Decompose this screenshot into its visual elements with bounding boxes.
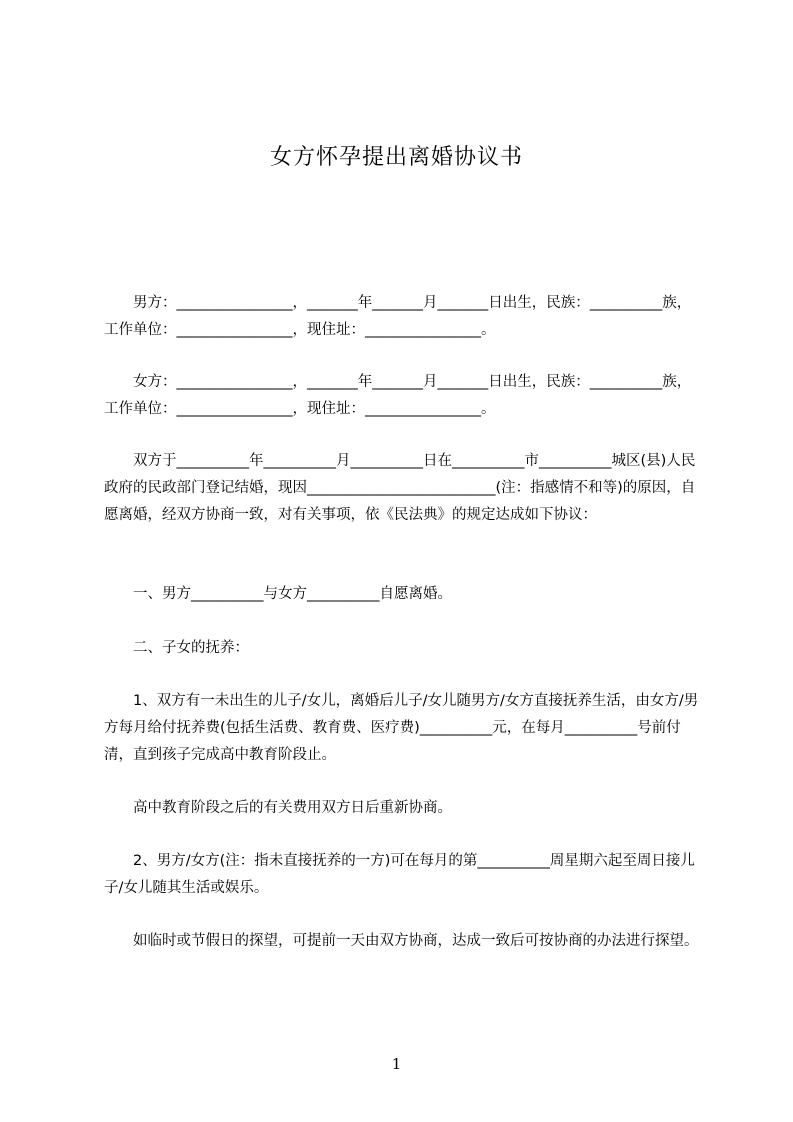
paragraph-marriage-info: 双方于__________年__________月__________日在__________市__________城区(县)人民政府的民政部门登记结婚，现因__________________________(注：指感情不和等)的原因，自愿离婚，经双方协商一致，对有关事项，依《民法典》的规定达成如下协议： <box>104 453 696 523</box>
paragraph-clause-1: 一、男方__________与女方__________自愿离婚。 <box>104 586 452 602</box>
paragraph-holiday-visitation: 如临时或节假日的探望，可提前一天由双方协商，达成一致后可按协商的办法进行探望。 <box>104 933 699 949</box>
paragraph-female-party: 女方：________________，_______年_______月_______日出生，民族：__________族，工作单位：________________，现住址：________________。 <box>104 374 692 417</box>
paragraph-child-support: 1、双方有一未出生的儿子/女儿，离婚后儿子/女儿随男方/女方直接抚养生活，由女方/男方每月给付抚养费(包括生活费、教育费、医疗费)__________元，在每月__________号前付清，直到孩子完成高中教育阶段止。 <box>104 693 699 763</box>
paragraph-clause-2-heading: 二、子女的抚养： <box>104 640 249 656</box>
paragraph-higher-education: 高中教育阶段之后的有关费用双方日后重新协商。 <box>104 800 452 816</box>
paragraph-visitation: 2、男方/女方(注：指未直接抚养的一方)可在每月的第__________周星期六起至周日接儿子/女儿随其生活或娱乐。 <box>104 853 695 896</box>
page-number: 1 <box>391 1055 402 1073</box>
paragraph-male-party: 男方：________________，_______年_______月_______日出生，民族：__________族，工作单位：________________，现住址：________________。 <box>104 295 692 338</box>
document-title: 女方怀孕提出离婚协议书 <box>269 145 523 170</box>
